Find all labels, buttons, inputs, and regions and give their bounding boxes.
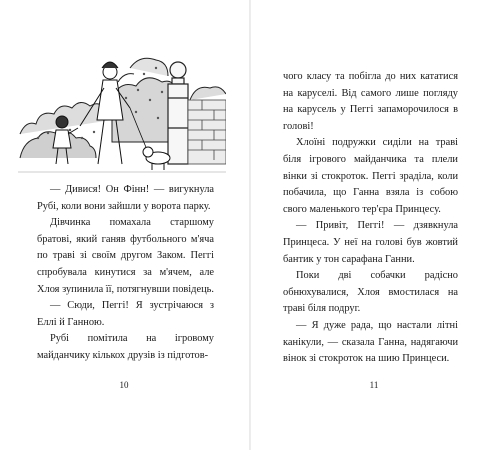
- left-page-text: [37, 182, 214, 365]
- paragraph: — Дивися! Он Фінн! — вигукнула Рубі, коли вони зайшли у ворота парку.: [37, 184, 214, 212]
- paragraph: — Сюди, Пеггі! Я зустрічаюся з Еллі й Ганною.: [37, 300, 214, 328]
- right-page: [250, 0, 500, 450]
- paragraph: — Привіт, Пеггі! — дзявкнула Принцеса. У неї на голові був жовтий бантик у тон сарафана Ганни.: [283, 220, 458, 265]
- paragraph: Поки дві собачки радісно обнюхувалися, Хлоя вмостилася на траві біля подруг.: [283, 270, 458, 315]
- paragraph: — Я дуже рада, що настали літні канікули, — сказала Ганна, надягаючи вінок зі стокроток на шию Принцеси.: [283, 319, 458, 365]
- page-number-right: 11: [369, 380, 379, 390]
- paragraph: Рубі помітила на ігровому майданчику кількох друзів із підготов-: [37, 333, 214, 361]
- paragraph: Хлоїні подружки сиділи на траві біля ігрового майданчика та плели вінки зі стокроток. Пеггі зраділа, коли побачила, що Ганна взяла із собою свого маленького тер'єра Принцесу.: [283, 137, 458, 215]
- right-page-text: [283, 69, 458, 368]
- paragraph: чого класу та побігла до них кататися на каруселі. Від самого лише погляду на карусель у Пеггі запаморочилося в голові!: [283, 71, 458, 132]
- park-gate-illustration: [18, 38, 226, 174]
- page-number-left: 10: [119, 380, 129, 390]
- paragraph: Дівчинка помахала старшому братові, який ганяв футбольного м'яча по траві зі своїм другом Заком. Пеггі спробувала кинутися за м'ячем, але Хлоя зупинила її, потягнувши повідець.: [37, 217, 214, 295]
